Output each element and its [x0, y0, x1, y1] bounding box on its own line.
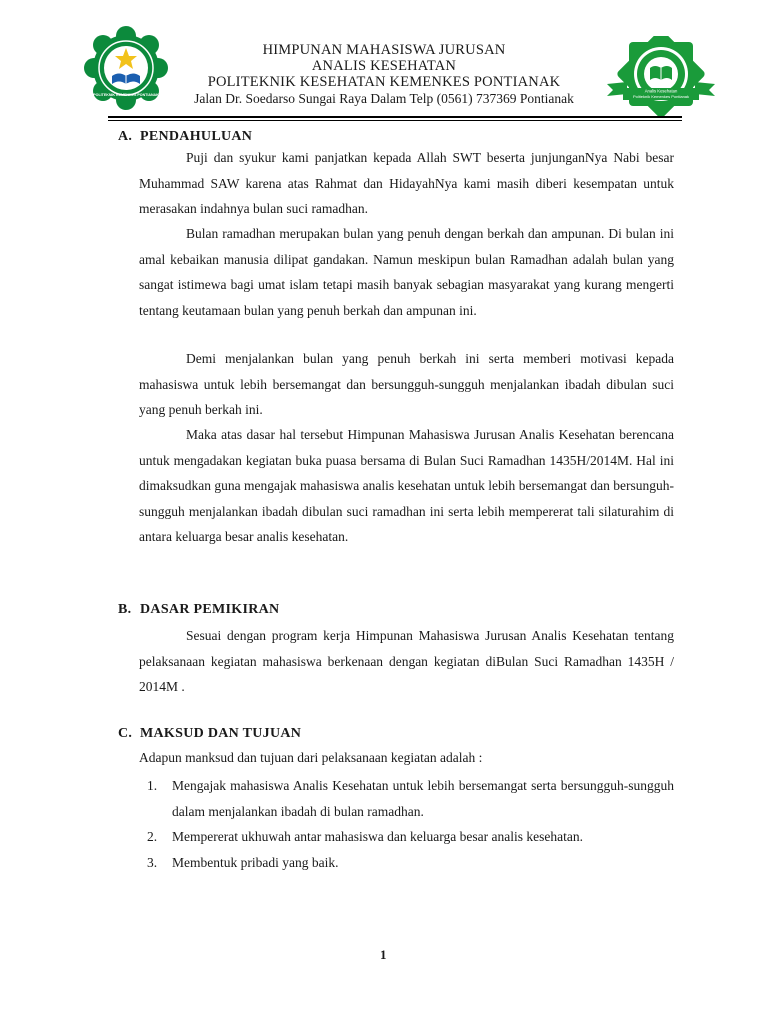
- list-item-text: Membentuk pribadi yang baik.: [172, 854, 339, 870]
- section-c-number: C.: [118, 726, 133, 741]
- list-item: [139, 773, 674, 824]
- list-item-number: 3.: [147, 854, 158, 870]
- section-c-intro: Adapun manksud dan tujuan dari pelaksanaan kegiatan adalah :: [139, 750, 483, 765]
- section-c-heading: [118, 726, 301, 742]
- section-a-paragraph-4: Maka atas dasar hal tersebut Himpunan Mahasiswa Jurusan Analis Kesehatan berencana untuk mengadakan kegiatan buka puasa bersama di Bulan Suci Ramadhan 1435H/2014M. Hal ini dimaksudkan guna mengajak mahasiswa analis kesehatan untuk lebih bersemangat dan bersunguh-sungguh menjalankan ibadah dibulan suci ramadhan ini serta lebih mempererat tali silaturahim di antara keluarga besar analis kesehatan.: [139, 427, 674, 544]
- letterhead-rule-thin: [108, 120, 682, 121]
- right-logo-caption-bottom: Politeknik Kemenkes Pontianak: [632, 94, 690, 99]
- list-item-number: 1.: [147, 778, 158, 793]
- section-a-paragraph-3: Demi menjalankan bulan yang penuh berkah ini serta memberi motivasi kepada mahasiswa untuk lebih bersemangat dan bersungguh-sungguh menjalankan ibadah dibulan suci yang penuh berkah ini.: [139, 351, 674, 417]
- list-item-text: Mempererat ukhuwah antar mahasiswa dan keluarga besar analis kesehatan.: [172, 829, 583, 844]
- objectives-list: [139, 773, 674, 875]
- letterhead-line2: ANALIS KESEHATAN: [311, 58, 457, 74]
- section-c-title: MAKSUD DAN TUJUAN: [140, 726, 302, 741]
- section-b-title: DASAR PEMIKIRAN: [140, 602, 280, 617]
- letterhead-line1: HIMPUNAN MAHASISWA JURUSAN: [262, 42, 506, 58]
- page-number: 1: [380, 947, 387, 962]
- list-item: [139, 824, 674, 850]
- analis-kesehatan-logo-icon: [607, 36, 715, 118]
- section-b-heading: [118, 602, 279, 618]
- left-logo-caption: POLITEKNIK KEMENKES PONTIANAK: [93, 93, 159, 97]
- section-b-number: B.: [118, 602, 132, 617]
- section-a-paragraph-1: Puji dan syukur kami panjatkan kepada Allah SWT beserta junjunganNya Nabi besar Muhammad SAW karena atas Rahmat dan HidayahNya kami masih diberi kesempatan untuk merasakan indahnya bulan suci ramadhan.: [139, 150, 674, 216]
- section-a-number: A.: [118, 129, 133, 144]
- list-item: [139, 850, 674, 876]
- list-item-number: 2.: [147, 829, 158, 844]
- list-item-text: Mengajak mahasiswa Analis Kesehatan untuk lebih bersemangat serta bersungguh-sungguh dalam menjalankan ibadah di bulan ramadhan.: [172, 778, 674, 819]
- kemenkes-seal-icon: [80, 26, 172, 110]
- letterhead-rule-thick: [108, 116, 682, 118]
- section-b-paragraph-1: Sesuai dengan program kerja Himpunan Mahasiswa Jurusan Analis Kesehatan tentang pelaksanaan kegiatan mahasiswa berkenaan dengan kegiatan diBulan Suci Ramadhan 1435H / 2014M .: [139, 628, 674, 694]
- section-a-title: PENDAHULUAN: [140, 129, 253, 144]
- right-logo-caption-top: Analis Kesehatan: [644, 88, 678, 94]
- section-a-paragraph-2: Bulan ramadhan merupakan bulan yang penuh dengan berkah dan ampunan. Di bulan ini amal kebaikan manusia dilipat gandakan. Namun meskipun bulan Ramadhan adalah bulan yang sangat istimewa bagi umat islam tetapi masih banyak sebagian masyarakat yang kurang mengerti tentang keutamaan bulan yang penuh berkah dan ampunan ini.: [139, 226, 674, 318]
- section-a-heading: [118, 129, 252, 145]
- letterhead-address: Jalan Dr. Soedarso Sungai Raya Dalam Telp (0561) 737369 Pontianak: [194, 91, 574, 106]
- letterhead: [160, 42, 608, 107]
- letterhead-line3: POLITEKNIK KESEHATAN KEMENKES PONTIANAK: [207, 74, 561, 90]
